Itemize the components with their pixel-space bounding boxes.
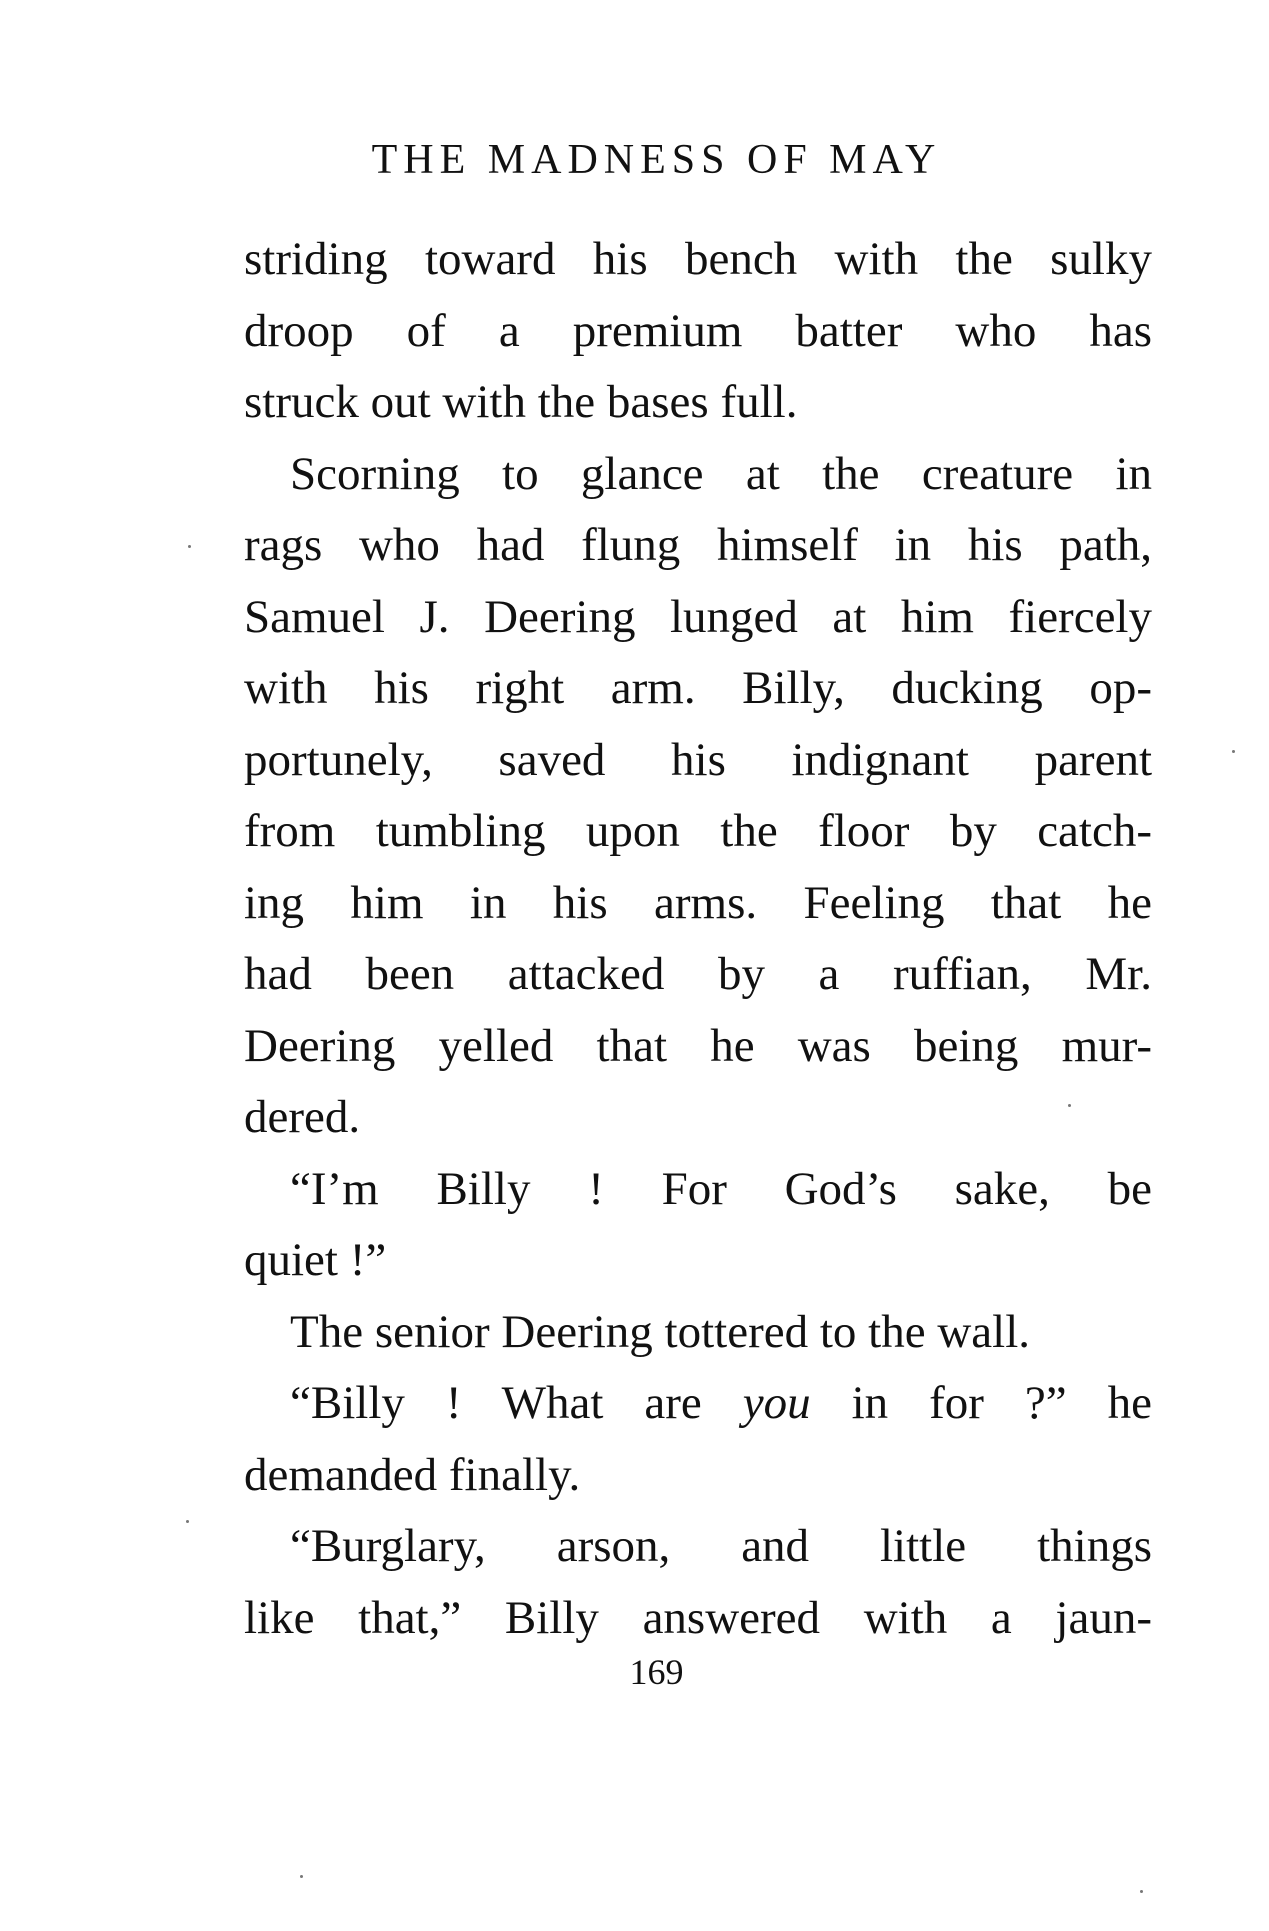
- text-line: quiet !”: [244, 1234, 387, 1286]
- text-line: had been attacked by a ruffian, Mr.: [244, 948, 1152, 1000]
- text-line: “I’m Billy ! For God’s sake, be: [290, 1162, 1152, 1215]
- text-line: The senior Deering tottered to the wall.: [290, 1305, 1030, 1358]
- text-line: portunely, saved his indignant parent: [244, 733, 1152, 786]
- text-line: dered.: [244, 1091, 361, 1143]
- scan-speck: [1140, 1890, 1143, 1893]
- text-line: rags who had flung himself in his path,: [244, 519, 1152, 571]
- text-line: from tumbling upon the floor by catch-: [244, 805, 1152, 857]
- scan-speck: [188, 545, 191, 548]
- text-line: striding toward his bench with the sulky: [244, 233, 1152, 285]
- scan-speck: [1068, 1104, 1071, 1107]
- scan-speck: [186, 1520, 189, 1523]
- text-line: Scorning to glance at the creature in: [290, 447, 1152, 500]
- text-line: ing him in his arms. Feeling that he: [244, 876, 1152, 929]
- text-line: Samuel J. Deering lunged at him fiercely: [244, 590, 1152, 643]
- scan-speck: [1232, 750, 1235, 753]
- text-line-with-italic: “Billy ! What are you in for ?” he: [290, 1377, 1152, 1429]
- text-line: Deering yelled that he was being mur-: [244, 1019, 1152, 1072]
- scan-speck: [300, 1875, 303, 1878]
- text-line: with his right arm. Billy, ducking op-: [244, 662, 1152, 714]
- running-head: THE MADNESS OF MAY: [371, 137, 942, 183]
- italic-word: you: [742, 1377, 811, 1429]
- text-line: “Burglary, arson, and little things: [290, 1520, 1152, 1572]
- text-line: struck out with the bases full.: [244, 376, 798, 428]
- text-line: droop of a premium batter who has: [244, 304, 1152, 357]
- body-text: [244, 224, 1152, 1654]
- text-line: demanded finally.: [244, 1448, 581, 1501]
- page-number: 169: [629, 1652, 684, 1692]
- text-line: like that,” Billy answered with a jaun-: [244, 1591, 1152, 1644]
